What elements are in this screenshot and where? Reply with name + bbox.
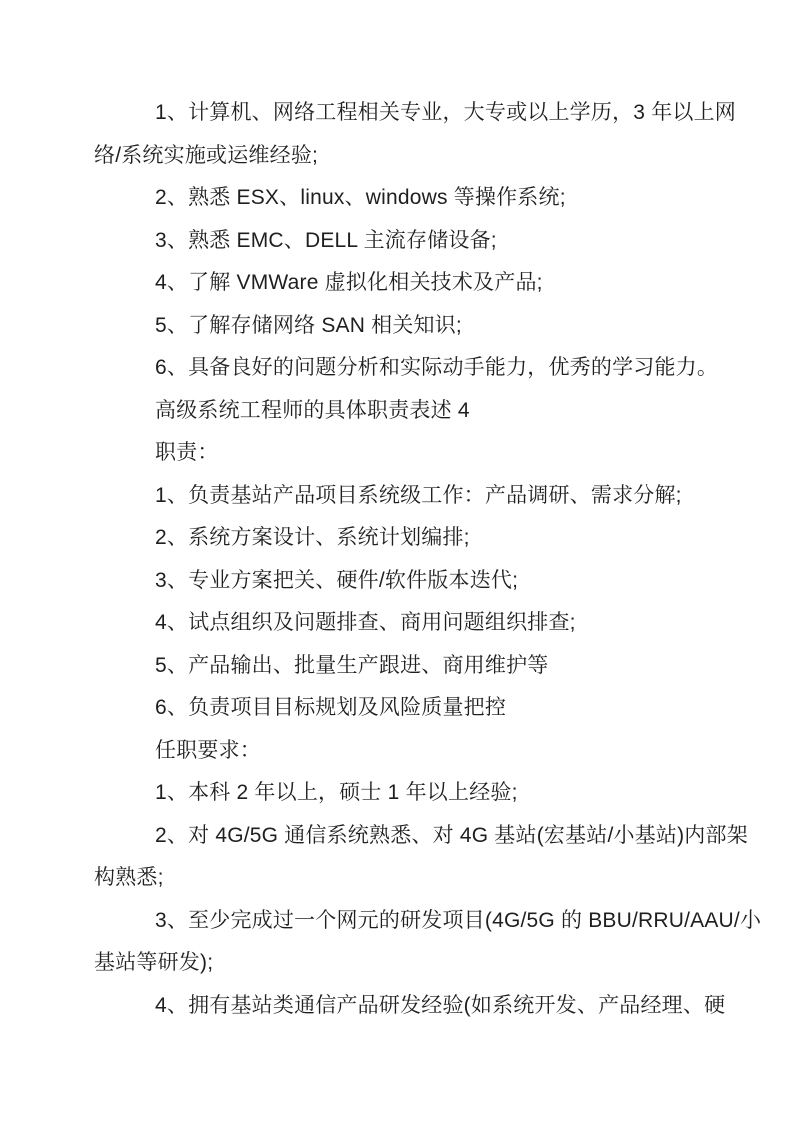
document-line: 高级系统工程师的具体职责表述 4 bbox=[155, 398, 470, 422]
document-line: 6、负责项目目标规划及风险质量把控 bbox=[155, 696, 507, 719]
document-line: 1、负责基站产品项目系统级工作：产品调研、需求分解; bbox=[155, 483, 682, 507]
document-line: 6、具备良好的问题分析和实际动手能力，优秀的学习能力。 bbox=[155, 356, 719, 379]
document-line: 4、拥有基站类通信产品研发经验(如系统开发、产品经理、硬 bbox=[155, 993, 726, 1017]
document-line: 职责： bbox=[155, 441, 219, 464]
document-line: 络/系统实施或运维经验; bbox=[94, 143, 319, 167]
document-line: 2、系统方案设计、系统计划编排; bbox=[155, 526, 470, 549]
document-line: 2、熟悉 ESX、linux、windows 等操作系统; bbox=[155, 186, 566, 209]
document-line: 1、计算机、网络工程相关专业，大专或以上学历，3 年以上网 bbox=[155, 101, 736, 124]
document-line: 任职要求： bbox=[155, 738, 261, 762]
document-line: 2、对 4G/5G 通信系统熟悉、对 4G 基站(宏基站/小基站)内部架 bbox=[155, 823, 748, 847]
document-line: 5、产品输出、批量生产跟进、商用维护等 bbox=[155, 653, 549, 677]
document-line: 1、本科 2 年以上，硕士 1 年以上经验; bbox=[155, 781, 518, 804]
document-line: 3、熟悉 EMC、DELL 主流存储设备; bbox=[155, 228, 497, 252]
document-line: 基站等研发); bbox=[94, 951, 214, 974]
document-line: 4、了解 VMWare 虚拟化相关技术及产品; bbox=[155, 271, 543, 294]
document-line: 5、了解存储网络 SAN 相关知识; bbox=[155, 313, 462, 337]
document-line: 3、至少完成过一个网元的研发项目(4G/5G 的 BBU/RRU/AAU/小 bbox=[155, 908, 762, 932]
document-line: 构熟悉; bbox=[94, 866, 164, 889]
document-line: 4、试点组织及问题排查、商用问题组织排查; bbox=[155, 611, 576, 634]
document-line: 3、专业方案把关、硬件/软件版本迭代; bbox=[155, 568, 519, 592]
